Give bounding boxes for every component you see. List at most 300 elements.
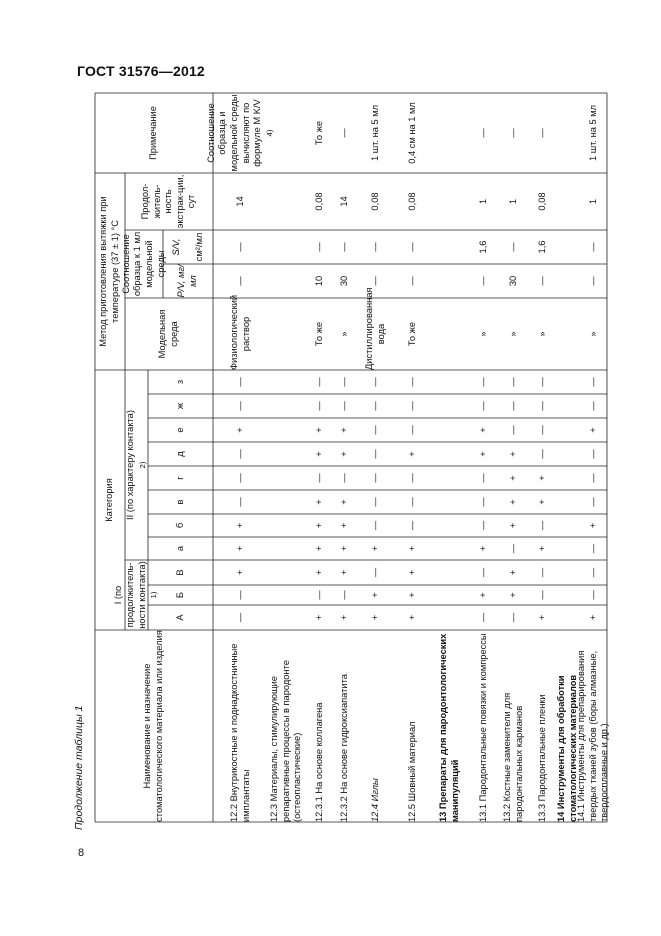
letter-6-text: г	[174, 476, 185, 480]
row-7-mark-0	[470, 605, 498, 630]
row-0-mark-1	[213, 585, 268, 605]
row-8-mark-7	[498, 442, 530, 466]
row-3-mark-8	[334, 418, 356, 442]
row-5-note-text: 0,4 см на 1 мл	[407, 102, 418, 164]
row-0-mark-9-text: —	[234, 401, 245, 411]
row-5-mark-10-text: —	[407, 377, 418, 387]
row-7-mark-7-text: +	[478, 451, 489, 457]
row-0-pv-text: —	[234, 276, 245, 286]
col-method-header-text: Метод приготовления вытяжки при температуре (37 ± 1) °С	[98, 196, 120, 347]
row-0-mark-5-text: —	[234, 497, 245, 507]
row-5-dur-text: 0,08	[407, 192, 418, 211]
row-4-sv-text: —	[370, 242, 381, 252]
row-7-mark-10-text: —	[478, 377, 489, 387]
letter-3-text: а	[174, 545, 185, 552]
letter-1-text: Б	[174, 591, 185, 599]
row-7-mark-6-text: —	[478, 473, 489, 483]
row-9-mark-1-text: —	[536, 590, 547, 600]
row-0-pv	[213, 264, 268, 298]
row-3-pv-text: 30	[339, 275, 350, 287]
row-3-mark-1	[334, 585, 356, 605]
row-4-name-text: 12.4 Иглы	[370, 778, 381, 822]
row-0-note	[205, 93, 274, 173]
row-11-dur-text: 1	[587, 198, 598, 205]
row-2-mark-0-text: +	[313, 614, 324, 621]
row-7-medium	[470, 298, 498, 370]
row-9-mark-4	[530, 514, 555, 537]
row-0-mark-6-text: —	[234, 473, 245, 483]
row-9-mark-7-text: —	[536, 449, 547, 459]
row-8-mark-8	[498, 418, 530, 442]
row-4-mark-0	[356, 605, 396, 630]
row-0-mark-0-text: —	[234, 612, 245, 623]
cat-I-header-text: I (по продолжитель-ности контакта) 1)	[113, 561, 159, 629]
row-0-mark-4-text: +	[234, 522, 245, 529]
row-9-mark-7	[530, 442, 555, 466]
row-9-mark-1	[530, 585, 555, 605]
row-11-mark-2-text: —	[587, 567, 598, 578]
row-8-pv	[498, 264, 530, 298]
row-9-mark-6	[530, 466, 555, 490]
row-11-medium	[580, 298, 607, 370]
row-5-mark-8-text: —	[407, 425, 418, 435]
letter-4	[148, 514, 213, 537]
row-9-mark-5-text: +	[536, 499, 547, 505]
row-8-mark-0-text: —	[508, 612, 519, 623]
row-3-mark-7-text: +	[339, 451, 350, 457]
row-4-dur-text: 0,08	[370, 192, 381, 211]
row-9-medium	[530, 298, 555, 370]
row-0-mark-3	[213, 537, 268, 560]
row-9-mark-2	[530, 560, 555, 585]
row-9-mark-9	[530, 394, 555, 418]
row-4-mark-6	[356, 466, 396, 490]
row-7-mark-8-text: +	[478, 427, 489, 433]
row-5-mark-2-text: +	[407, 569, 418, 576]
col-ratio-header-text: Соотношение образца к 1 мл модельной среды	[120, 231, 166, 297]
row-7-note	[470, 93, 498, 173]
row-4-mark-7-text: —	[370, 449, 381, 459]
row-8-mark-2	[498, 560, 530, 585]
row-4-mark-0-text: +	[370, 614, 381, 621]
row-2-note	[305, 93, 334, 173]
row-4-note-text: 1 шт. на 5 мл	[370, 104, 381, 162]
row-7-mark-6	[470, 466, 498, 490]
row-8-sv-text: —	[508, 242, 519, 252]
row-0-mark-6	[213, 466, 268, 490]
row-9-dur-text: 0,08	[536, 192, 547, 211]
row-0-mark-4	[213, 514, 268, 537]
row-8-name-text: 13.2 Костные заменители для пародонтальных карманов	[502, 692, 524, 822]
row-3-mark-5	[334, 490, 356, 514]
row-4-medium-text: Дистиллированная вода	[364, 287, 386, 370]
row-0-mark-1-text: —	[234, 590, 245, 600]
row-9-mark-8	[530, 418, 555, 442]
col-ratio-header	[120, 230, 166, 298]
row-5-mark-9-text: —	[407, 401, 418, 411]
row-9-pv	[530, 264, 555, 298]
row-4-mark-1	[356, 585, 396, 605]
row-5-mark-5	[396, 490, 430, 514]
row-5-mark-0-text: +	[407, 614, 418, 621]
row-9-mark-0-text: +	[536, 614, 547, 621]
row-4-mark-5-text: —	[370, 497, 381, 507]
row-2-medium	[305, 298, 334, 370]
row-11-mark-9-text: —	[587, 401, 598, 411]
row-3-mark-0-text: +	[339, 614, 350, 621]
row-0-mark-8	[213, 418, 268, 442]
letter-3	[148, 537, 213, 560]
row-0-name	[213, 630, 268, 822]
row-8-mark-3	[498, 537, 530, 560]
row-2-mark-0	[305, 605, 334, 630]
row-0-dur	[213, 173, 268, 230]
row-2-dur-text: 0,08	[313, 192, 324, 211]
cat-II-header	[125, 370, 148, 560]
row-9-mark-2-text: —	[536, 567, 547, 578]
row-5-mark-9	[396, 394, 430, 418]
row-3-mark-5-text: +	[339, 499, 350, 505]
letter-8-text: е	[174, 427, 185, 433]
row-8-mark-9-text: —	[508, 401, 519, 411]
row-7-mark-9-text: —	[478, 401, 489, 411]
row-7-mark-5	[470, 490, 498, 514]
row-6-name	[430, 630, 470, 822]
letter-6	[148, 466, 213, 490]
row-2-mark-9-text: —	[313, 401, 324, 411]
row-8-mark-4	[498, 514, 530, 537]
row-7-sv	[470, 230, 498, 264]
row-4-medium	[356, 287, 396, 370]
row-3-mark-9	[334, 394, 356, 418]
row-2-mark-6-text: —	[313, 473, 324, 483]
row-4-pv	[356, 264, 396, 298]
row-5-mark-3-text: +	[407, 545, 418, 552]
row-11-mark-7-text: —	[587, 449, 598, 459]
row-2-mark-3-text: +	[313, 545, 324, 552]
row-9-mark-4-text: —	[536, 520, 547, 531]
row-5-name	[396, 630, 430, 822]
row-0-mark-9	[213, 394, 268, 418]
row-7-sv-text: 1,6	[478, 240, 489, 254]
row-8-mark-2-text: +	[508, 569, 519, 576]
letter-7	[148, 442, 213, 466]
row-5-mark-5-text: —	[407, 497, 418, 507]
cat-II-header-text: II (по характеру контакта) 2)	[124, 410, 147, 520]
row-9-mark-3	[530, 537, 555, 560]
row-2-mark-3	[305, 537, 334, 560]
row-7-mark-5-text: —	[478, 497, 489, 507]
row-1-name	[268, 630, 305, 822]
row-7-dur	[470, 173, 498, 230]
row-0-mark-5	[213, 490, 268, 514]
row-8-pv-text: 30	[508, 275, 519, 287]
row-3-mark-2-text: +	[339, 569, 350, 576]
col-sv-header-text: S/V, см²/мл	[170, 232, 204, 262]
row-9-pv-text: —	[536, 276, 547, 286]
row-10-name-text: 14 Инструменты для обработки стоматологических материалов	[555, 674, 578, 822]
document-header: ГОСТ 31576—2012	[77, 63, 205, 79]
col-duration-header	[125, 173, 213, 230]
row-2-name-text: 12.3.1 На основе коллагена	[313, 702, 324, 822]
row-7-mark-4	[470, 514, 498, 537]
row-4-mark-10	[356, 370, 396, 394]
row-3-mark-3-text: +	[339, 545, 350, 552]
row-7-pv	[470, 264, 498, 298]
row-5-sv	[396, 230, 430, 264]
row-2-mark-2-text: +	[313, 569, 324, 576]
row-8-mark-5	[498, 490, 530, 514]
row-3-mark-0	[334, 605, 356, 630]
row-7-name	[470, 630, 498, 822]
row-2-note-text: То же	[313, 120, 324, 146]
row-2-dur	[305, 173, 334, 230]
row-3-mark-3	[334, 537, 356, 560]
row-6-name-text: 13 Препараты для пародонтологических манипуляций	[438, 633, 460, 822]
row-11-dur	[580, 173, 607, 230]
row-3-mark-4	[334, 514, 356, 537]
row-9-mark-10	[530, 370, 555, 394]
continuation-label: Продолжение таблицы 1	[73, 705, 85, 830]
row-5-sv-text: —	[407, 242, 418, 252]
letter-9-text: ж	[174, 402, 185, 410]
row-8-mark-0	[498, 605, 530, 630]
row-11-mark-7	[580, 442, 607, 466]
row-0-mark-2	[213, 560, 268, 585]
col-pv-header-text: P/V, мг/мл	[176, 264, 198, 298]
row-2-mark-7	[305, 442, 334, 466]
row-5-mark-10	[396, 370, 430, 394]
row-3-mark-10	[334, 370, 356, 394]
row-3-mark-9-text: —	[339, 401, 350, 411]
row-11-sv	[580, 230, 607, 264]
row-2-mark-1	[305, 585, 334, 605]
row-5-mark-1-text: +	[407, 592, 418, 598]
row-7-mark-7	[470, 442, 498, 466]
row-5-mark-4	[396, 514, 430, 537]
row-11-note	[580, 93, 607, 173]
row-7-mark-9	[470, 394, 498, 418]
row-9-mark-8-text: —	[536, 425, 547, 435]
row-8-medium-text: »	[508, 331, 519, 337]
row-7-mark-10	[470, 370, 498, 394]
row-8-medium	[498, 298, 530, 370]
row-5-name-text: 12.5 Шовный материал	[407, 721, 418, 822]
row-5-mark-8	[396, 418, 430, 442]
row-8-mark-6	[498, 466, 530, 490]
row-11-mark-5	[580, 490, 607, 514]
row-3-mark-4-text: +	[339, 522, 350, 529]
row-3-medium-text: »	[339, 331, 350, 337]
row-7-medium-text: »	[478, 331, 489, 337]
row-4-mark-10-text: —	[370, 377, 381, 387]
row-3-dur-text: 14	[339, 196, 350, 207]
row-0-medium-text: Физиологический раствор	[228, 294, 251, 370]
row-3-mark-6-text: —	[339, 473, 350, 483]
row-4-pv-text: —	[370, 276, 381, 286]
row-3-sv-text: —	[339, 242, 350, 252]
row-2-mark-1-text: —	[313, 590, 324, 600]
row-3-sv	[334, 230, 356, 264]
row-4-mark-3-text: +	[370, 545, 381, 552]
row-9-dur	[530, 173, 555, 230]
row-7-pv-text: —	[478, 276, 489, 286]
row-8-mark-1	[498, 585, 530, 605]
letter-10	[148, 370, 213, 394]
row-9-sv-text: 1,6	[536, 240, 547, 254]
row-2-name	[305, 630, 334, 822]
row-0-mark-10	[213, 370, 268, 394]
row-11-mark-10-text: —	[587, 377, 598, 387]
row-7-mark-8	[470, 418, 498, 442]
col-medium-header	[125, 298, 213, 370]
row-0-sv-text: —	[234, 242, 245, 252]
row-11-sv-text: —	[587, 242, 598, 252]
row-7-name-text: 13.1 Пародонтальные повязки и компрессы	[478, 633, 489, 822]
row-3-note-text: —	[339, 128, 350, 138]
row-11-mark-0-text: +	[587, 614, 598, 621]
row-3-note	[334, 93, 356, 173]
letter-1	[148, 585, 213, 605]
row-2-pv-text: 10	[313, 275, 324, 287]
row-4-mark-7	[356, 442, 396, 466]
row-11-mark-1-text: —	[587, 590, 598, 600]
row-3-mark-8-text: +	[339, 427, 350, 433]
row-8-mark-10-text: —	[508, 377, 519, 387]
row-11-mark-1	[580, 585, 607, 605]
col-note-header	[95, 93, 213, 173]
row-3-pv	[334, 264, 356, 298]
row-3-mark-1-text: —	[339, 590, 350, 600]
row-11-medium-text: »	[587, 331, 598, 337]
row-1-name-text: 12.3 Материалы, стимулирующие репаративные процессы в пародонте (остеопластические)	[269, 660, 303, 822]
row-0-note-text: Соотношение образца и модельной среды вычисляют по формуле M K/V 4)	[205, 94, 274, 172]
row-7-mark-0-text: —	[478, 612, 489, 623]
page-number: 8	[78, 847, 85, 859]
row-0-name-text: 12.2 Внутрикостные и поднадкостничные имплантаты	[228, 643, 251, 822]
row-4-name	[356, 630, 396, 822]
row-9-mark-5	[530, 490, 555, 514]
row-2-mark-6	[305, 466, 334, 490]
letter-0	[148, 605, 213, 630]
row-4-mark-3	[356, 537, 396, 560]
letter-7-text: д	[174, 451, 185, 457]
row-0-mark-7-text: —	[234, 449, 245, 459]
row-11-mark-5-text: —	[587, 497, 598, 507]
row-7-note-text: —	[478, 128, 489, 138]
row-8-mark-8-text: —	[508, 425, 519, 435]
row-4-mark-2-text: —	[370, 567, 381, 578]
row-9-sv	[530, 230, 555, 264]
letter-8	[148, 418, 213, 442]
row-9-mark-6-text: +	[536, 475, 547, 481]
row-2-mark-10	[305, 370, 334, 394]
row-8-note	[498, 93, 530, 173]
row-5-mark-2	[396, 560, 430, 585]
row-8-mark-6-text: +	[508, 475, 519, 481]
row-4-mark-4	[356, 514, 396, 537]
row-9-mark-10-text: —	[536, 377, 547, 387]
col-sv-header	[163, 230, 213, 264]
row-2-mark-5-text: +	[313, 499, 324, 505]
row-3-medium	[334, 298, 356, 370]
row-5-medium	[396, 298, 430, 370]
row-11-mark-6-text: —	[587, 473, 598, 483]
row-0-mark-10-text: —	[234, 377, 245, 387]
col-name-header	[95, 630, 213, 822]
row-8-dur-text: 1	[508, 198, 519, 205]
row-3-mark-7	[334, 442, 356, 466]
row-5-mark-7	[396, 442, 430, 466]
row-11-pv-text: —	[587, 276, 598, 286]
row-11-name-text: 14.1 Инструменты для препарирования твердых тканей зубов (боры алмазные, твердосплавные и др.)	[576, 650, 610, 822]
row-9-medium-text: »	[536, 331, 547, 337]
row-3-name-text: 12.3.2 На основе гидроксиапатита	[339, 674, 350, 822]
row-5-medium-text: То же	[407, 321, 418, 347]
row-5-mark-0	[396, 605, 430, 630]
row-4-mark-9-text: —	[370, 401, 381, 411]
row-11-pv	[580, 264, 607, 298]
row-2-mark-4-text: +	[313, 522, 324, 529]
row-4-mark-5	[356, 490, 396, 514]
row-11-mark-3-text: —	[587, 543, 598, 554]
row-5-pv-text: —	[407, 276, 418, 286]
row-8-mark-4-text: +	[508, 522, 519, 529]
row-0-medium	[213, 294, 268, 370]
row-5-dur	[396, 173, 430, 230]
row-3-mark-10-text: —	[339, 377, 350, 387]
row-4-mark-6-text: —	[370, 473, 381, 483]
row-4-mark-9	[356, 394, 396, 418]
row-2-mark-8-text: +	[313, 427, 324, 433]
row-8-mark-9	[498, 394, 530, 418]
row-11-mark-8	[580, 418, 607, 442]
row-11-mark-10	[580, 370, 607, 394]
row-8-dur	[498, 173, 530, 230]
row-4-mark-1-text: +	[370, 592, 381, 598]
letter-5-text: в	[174, 499, 185, 505]
letter-5	[148, 490, 213, 514]
row-5-mark-7-text: +	[407, 451, 418, 457]
row-11-mark-0	[580, 605, 607, 630]
row-11-mark-6	[580, 466, 607, 490]
row-11-note-text: 1 шт. на 5 мл	[587, 104, 598, 162]
row-0-dur-text: 14	[234, 196, 245, 207]
letter-9	[148, 394, 213, 418]
row-5-mark-1	[396, 585, 430, 605]
row-11-mark-4	[580, 514, 607, 537]
row-9-mark-9-text: —	[536, 401, 547, 411]
row-0-mark-7	[213, 442, 268, 466]
row-3-mark-2	[334, 560, 356, 585]
row-7-mark-2	[470, 560, 498, 585]
row-9-mark-3-text: +	[536, 545, 547, 552]
row-8-mark-10	[498, 370, 530, 394]
row-7-dur-text: 1	[478, 198, 489, 205]
row-7-mark-3-text: +	[478, 545, 489, 552]
row-2-mark-4	[305, 514, 334, 537]
letter-10-text: з	[174, 379, 185, 385]
row-2-sv	[305, 230, 334, 264]
row-2-mark-10-text: —	[313, 377, 324, 387]
row-9-note-text: —	[536, 128, 547, 138]
row-4-mark-2	[356, 560, 396, 585]
row-3-dur	[334, 173, 356, 230]
row-11-mark-9	[580, 394, 607, 418]
letter-2	[148, 560, 213, 585]
row-4-mark-8-text: —	[370, 425, 381, 435]
cat-I-header	[113, 560, 159, 630]
